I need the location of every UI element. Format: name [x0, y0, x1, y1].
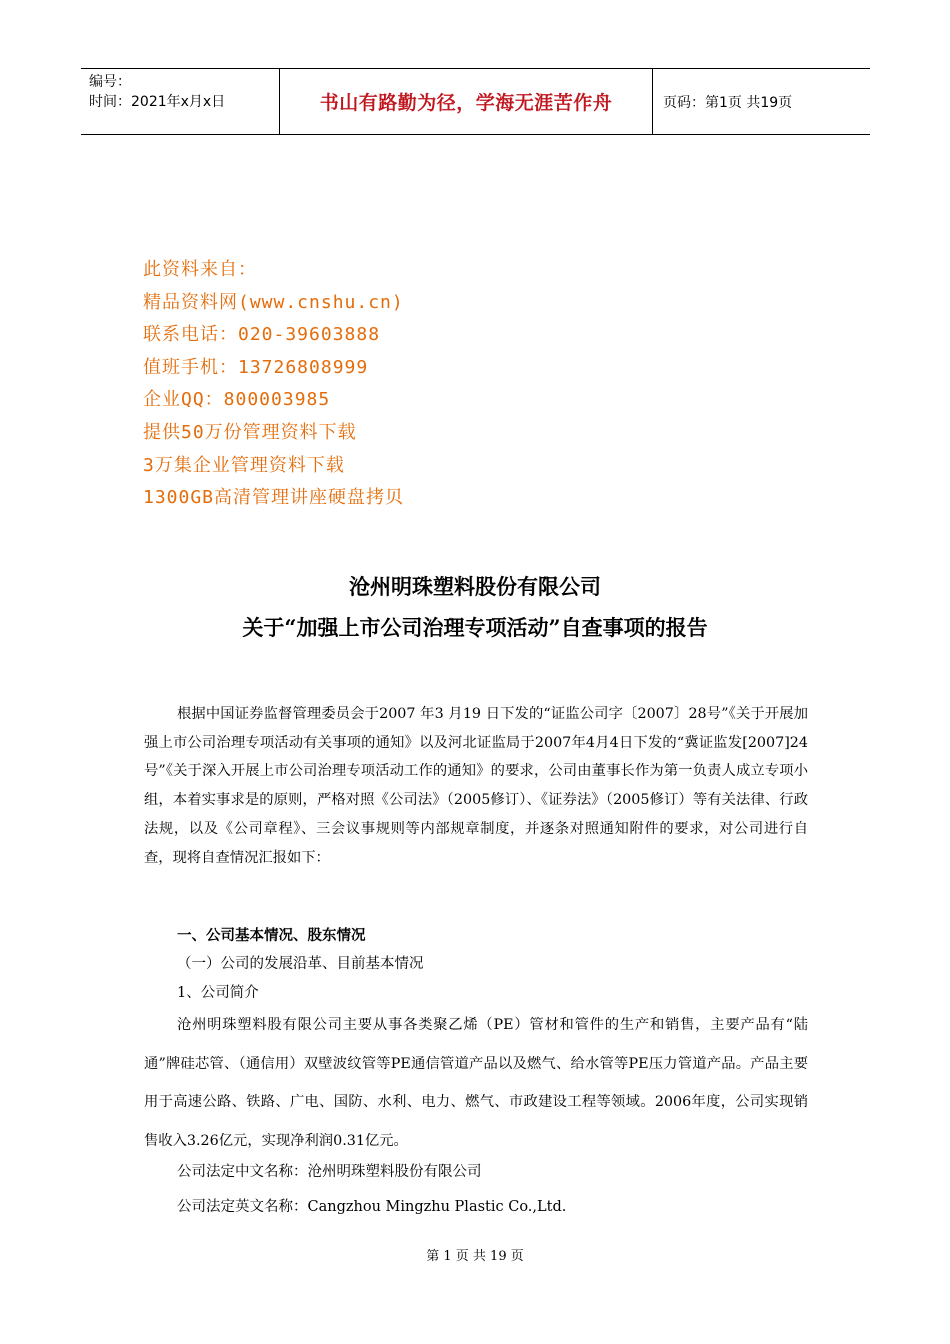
subsection-heading: （一）公司的发展沿革、目前基本情况 [177, 956, 424, 972]
source-line: 3万集企业管理资料下载 [143, 454, 345, 476]
intro-paragraph: 根据中国证券监督管理委员会于2007 年3 月19 日下发的“证监公司字〔2007〕28号”《关于开展加强上市公司治理专项活动有关事项的通知》以及河北证监局于2007年4月4日下发的“冀证监发[2007]24号”《关于深入开展上市公司治理专项活动工作的通知》的要求，公司由董事长作为第一负责人成立专项小组，本着实事求是的原则，严格对照《公司法》（2005修订）、《证券法》（2005修订）等有关法律、行政法规，以及《公司章程》、三会议事规则等内部规章制度，并逐条对照通知附件的要求，对公司进行自查，现将自查情况汇报如下： [144, 706, 808, 866]
source-line: 精品资料网(www.cnshu.cn) [143, 291, 404, 313]
header-meta-cell [81, 69, 280, 134]
source-line: 值班手机：13726808999 [143, 356, 369, 378]
company-profile-paragraph: 沧州明珠塑料股有限公司主要从事各类聚乙烯（PE）管材和管件的生产和销售，主要产品有“陆通”牌硅芯管、（通信用）双壁波纹管等PE通信管道产品以及燃气、给水管等PE压力管道产品。产品主要用于高速公路、铁路、广电、国防、水利、电力、燃气、市政建设工程等领域。2006年度，公司实现销售收入3.26亿元，实现净利润0.31亿元。 [144, 1017, 808, 1149]
page-footer: 第 1 页 共 19 页 [426, 1249, 524, 1264]
document-time-label: 时间：2021年x月x日 [89, 94, 226, 110]
source-info-block [143, 254, 404, 515]
header-page-info: 页码：第1页 共19页 [663, 94, 793, 111]
report-title-company: 沧州明珠塑料股份有限公司 [349, 574, 601, 599]
section-heading: 一、公司基本情况、股东情况 [177, 928, 366, 944]
company-name-chinese: 公司法定中文名称：沧州明珠塑料股份有限公司 [177, 1164, 482, 1180]
source-line: 此资料来自： [143, 259, 257, 280]
header-table [81, 68, 870, 135]
source-line: 联系电话：020-39603888 [143, 324, 381, 346]
source-line: 企业QQ：800003985 [143, 389, 331, 411]
item-heading: 1、公司简介 [177, 985, 259, 1001]
company-name-english: 公司法定英文名称：Cangzhou Mingzhu Plastic Co.,Ltd. [177, 1199, 567, 1215]
document-number-label: 编号： [89, 74, 131, 90]
header-motto: 书山有路勤为径，学海无涯苦作舟 [280, 69, 653, 134]
source-line: 提供50万份管理资料下载 [143, 421, 357, 443]
report-title-subject: 关于“加强上市公司治理专项活动”自查事项的报告 [242, 615, 708, 640]
source-line: 1300GB高清管理讲座硬盘拷贝 [143, 487, 405, 509]
